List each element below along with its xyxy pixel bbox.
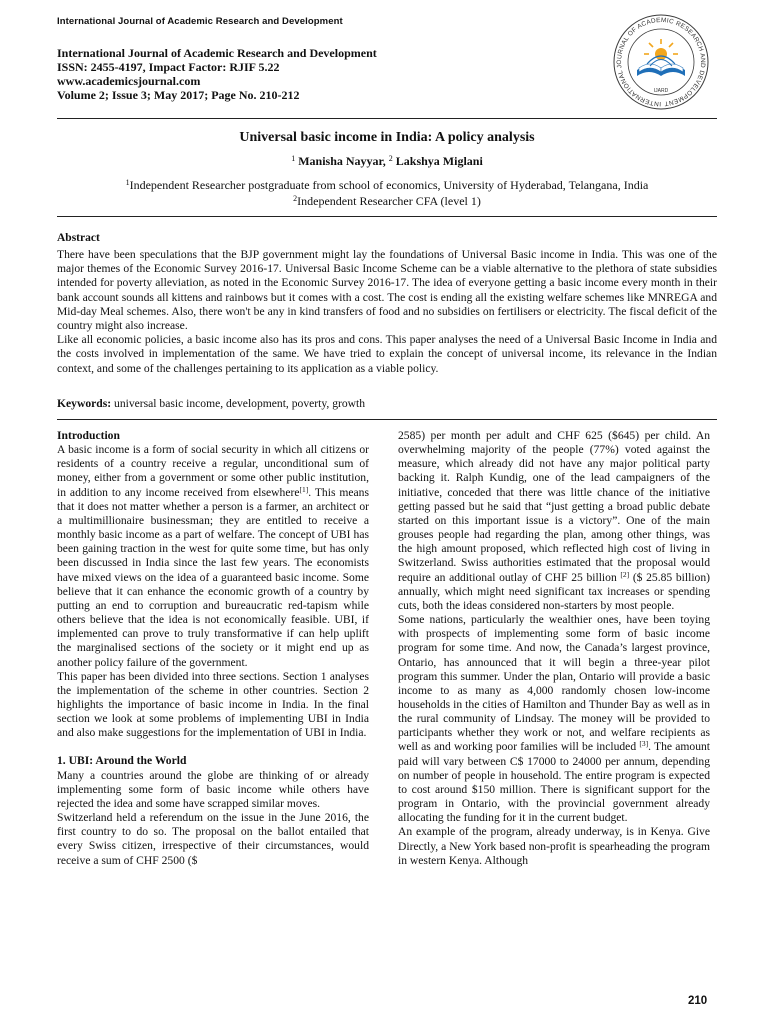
keywords-label: Keywords: — [57, 397, 112, 410]
journal-logo — [605, 12, 717, 112]
keywords-text: universal basic income, development, poverty, growth — [114, 397, 366, 410]
issn-line: ISSN: 2455-4197, Impact Factor: RJIF 5.22 — [57, 60, 280, 74]
right-column — [398, 429, 710, 868]
affiliation-2: $^2$Independent Researcher CFA (level 1) — [293, 194, 481, 208]
author2-sup: 2 — [388, 154, 393, 163]
intro-heading: Introduction — [57, 429, 120, 442]
abstract-body — [57, 248, 717, 376]
volume-line: Volume 2; Issue 3; May 2017; Page No. 210-212 — [57, 88, 300, 102]
abstract-paragraph: Like all economic policies, a basic income also has its pros and cons. This paper analyses the need of a Universal Basic Income in India and the costs involved in implementation of the same. We have tried to explain the concept of universal income, its relevance in the Indian context, and some of the challenges pertaining to its application as a viable policy. — [57, 333, 717, 375]
keywords-rule — [57, 419, 717, 420]
affil2-sup: 2 — [293, 194, 298, 203]
page-number: 210 — [688, 995, 708, 1007]
abstract-heading: Abstract — [57, 232, 100, 244]
title-rule — [57, 216, 717, 217]
citation-ref: [1] — [299, 484, 309, 494]
header-rule — [57, 118, 717, 119]
affiliation-1: $^1$Independent Researcher postgraduate from school of economics, University of Hyderabad, Telangana, India — [125, 178, 649, 192]
author-2: Lakshya Miglani — [395, 154, 483, 168]
citation-ref: [2] — [620, 569, 630, 579]
author1-sup: 1 — [291, 154, 296, 163]
section1-paragraph: Switzerland held a referendum on the issue in the June 2016, the first country to do so. The proposal on the ballot entailed that every Swiss citizen, irrespective of their circumstances, would receive a sum of CHF 2500 ($ — [57, 811, 369, 867]
author-1: Manisha Nayyar, — [298, 154, 386, 168]
running-title: International Journal of Academic Research and Development — [57, 16, 343, 27]
body-paragraph: Some nations, particularly the wealthier ones, have been toying with prospects of implementing some form of basic income program for some time. And now, the Canada’s largest province, Ontario, has announced that it will begin a three-year pilot program this summer. Under the plan, Ontario will provide a basic income to as many as 4,000 randomly chosen low-income households in the cities of Hamilton and Thunder Bay as well as in the rural community of Lindsay. The money will be provided to participants whether they work or not, and welfare recipients as well as and working poor families will be included [3]. The amount paid will vary between C$ 17000 to 24000 per annum, depending on number of people in household. The entire program is expected to cost around $150 million. There is significant support for the program in Ontario, with the provincial government already allocating the funding for it in the current budget. — [398, 613, 711, 825]
left-column — [57, 429, 369, 868]
logo-label: IJARD — [653, 88, 669, 94]
intro-paragraph: This paper has been divided into three sections. Section 1 analyses the implementation of the scheme in other countries. Section 2 highlights the importance of basic income in India. In the final section we look at some problems of implementing UBI in India and also make suggestions for the implementation of UBI in India. — [57, 669, 369, 740]
journal-name: International Journal of Academic Research and Development — [57, 46, 377, 60]
section1-heading: 1. UBI: Around the World — [57, 754, 187, 768]
keywords — [57, 397, 717, 410]
logo-ring-text: INTERNATIONAL JOURNAL OF ACADEMIC RESEARCH AND DEVELOPMENT — [616, 16, 707, 108]
citation-ref: [3] — [639, 739, 649, 749]
journal-info — [57, 46, 377, 102]
section1-paragraph: Many a countries around the globe are thinking of or already implementing some form of basic income while others have rejected the idea and some have scrapped similar moves. — [57, 768, 369, 810]
body-paragraph: 2585) per month per adult and CHF 625 ($645) per child. An overwhelming majority of the people (77%) voted against the measure, which already did not have any major political party backing it. Ralph Kundig, one of the lead campaigners of the initiative, conceded that there was little chance of the initiative getting passed but he said that “just getting a broad public debate started on this important issue is a victory”. One of the main grouses people had regarding the plan, among other things, was the high amount proposed, which reflected high cost of living in Switzerland. Swiss authorities estimated that the proposal would require an additional outlay of CHF 25 billion [2] ($ 25.85 billion) annually, which might need significant tax increases or spending cuts, both the ideas considered non-starters by most people. — [398, 429, 710, 612]
affil1-sup: 1 — [125, 178, 130, 187]
intro-paragraph: A basic income is a form of social security in which all citizens or residents of a country receive a regular, unconditional sum of money, either from a government or some other public institution, in addition to any income received from elsewhere[1]. This means that it does not matter whether a person is a farmer, an architect or a multimillionaire businessman; they are entitled to receive a monthly basic income as a part of welfare. The concept of UBI has been gaining traction in the west for quite some time, but has only been discussed in India since the last few years. The economists have mixed views on the idea of a guaranteed basic income. Some believe that it can enhance the economic growth of a country by putting an end to corruption and bureaucratic red-tapism while others believe that the idea is not economically feasible. UBI, if implemented can prove to truly transformative if can help uplift the marginalised sections of the society or it might end up as another policy failure of the government. — [57, 443, 369, 669]
abstract-paragraph: There have been speculations that the BJP government might lay the foundations of Universal Basic income in India. This was one of the major themes of the Economic Survey 2016-17. Universal Basic Income Scheme can be a viable alternative to the plethora of state subsidies intended for poverty alleviation, as noted in the Economic Survey 2016-17. The idea of everyone getting a basic income every month in their bank account sounds all kittens and rainbows but it comes with a cost. The cost is ending all the existing welfare schemes like MNREGA and Mid-day Meal schemes. Also, there won't be any in kind transfers of food and no subsidies on fertilisers or electricity. The fiscal deficit of the country might also increase. — [57, 248, 717, 333]
body-paragraph: An example of the program, already underway, is in Kenya. Give Directly, a New York based non-profit is spearheading the program in western Kenya. Although — [398, 825, 710, 867]
paper-title: Universal basic income in India: A policy analysis — [239, 130, 535, 145]
journal-website[interactable]: www.academicsjournal.com — [57, 74, 201, 88]
author-line — [57, 154, 717, 169]
